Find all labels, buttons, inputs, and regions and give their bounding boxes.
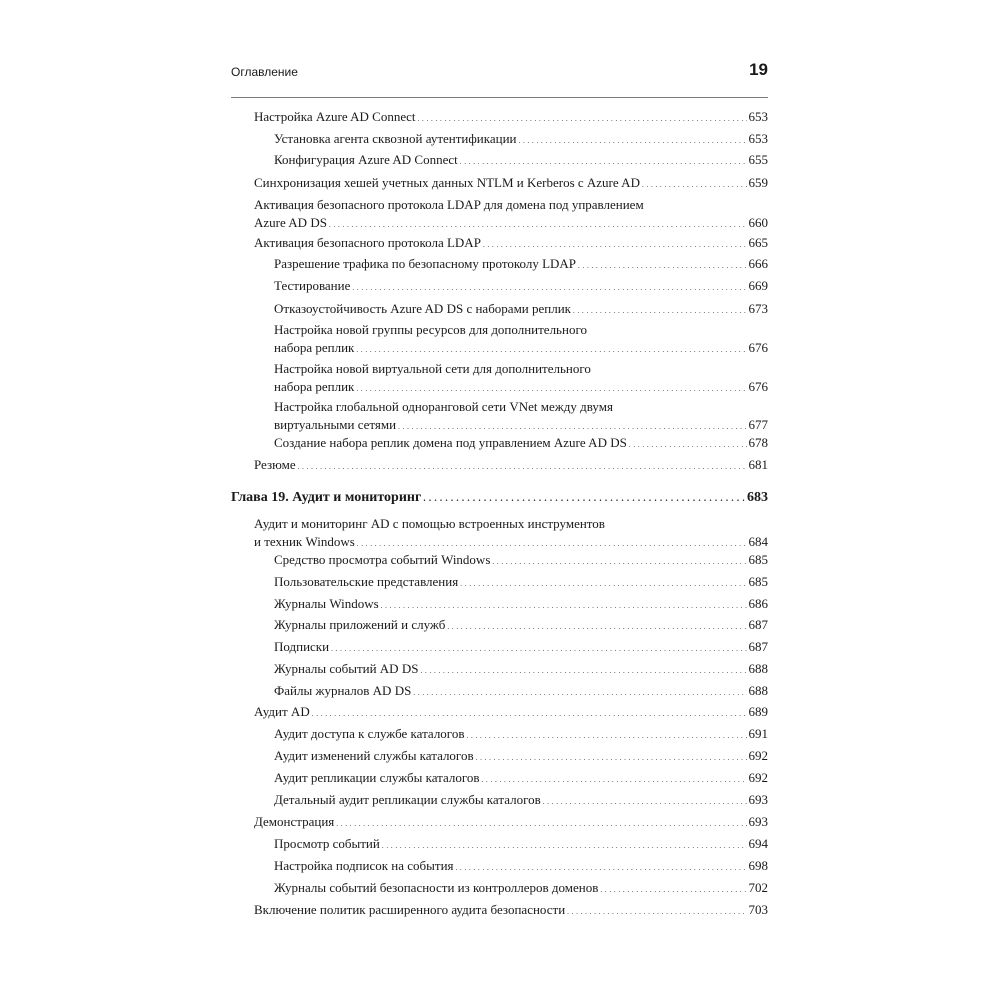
dot-leader: [460, 572, 746, 594]
entry-page-number: 685: [748, 574, 768, 589]
entry-title-first-line: Аудит и мониторинг AD с помощью встроенных инструментов: [254, 516, 605, 531]
entry-page-number: 653: [748, 131, 768, 146]
entry-title: Просмотр событий: [274, 836, 380, 851]
toc-entry: [254, 173, 768, 193]
entry-page-number: 683: [747, 490, 768, 505]
entry-title: набора реплик: [274, 379, 355, 394]
entry-page-number: 676: [748, 340, 768, 355]
toc-entry: [254, 233, 768, 253]
entry-title: Пользовательские представления: [274, 574, 459, 589]
dot-leader: [629, 433, 747, 455]
dot-leader: [418, 107, 747, 129]
entry-page-number: 677: [748, 417, 768, 432]
dot-leader: [456, 856, 747, 878]
dot-leader: [482, 768, 747, 790]
dot-leader: [331, 637, 746, 659]
entry-title: Создание набора реплик домена под управлением Azure AD DS: [274, 435, 627, 450]
toc-entry: [254, 455, 768, 475]
toc-entry: [274, 834, 768, 854]
entry-title: Журналы приложений и служб: [274, 617, 446, 632]
toc-entry: [254, 107, 768, 127]
dot-leader: [447, 615, 746, 637]
entry-title-first-line: Настройка новой группы ресурсов для дополнительного: [274, 322, 587, 337]
toc-entry: [274, 878, 768, 898]
toc-entry: [274, 550, 768, 570]
entry-title: виртуальными сетями: [274, 417, 397, 432]
dot-leader: [543, 790, 747, 812]
entry-title-first-line: Настройка глобальной одноранговой сети VNet между двумя: [274, 399, 613, 414]
entry-title: Активация безопасного протокола LDAP: [254, 235, 481, 250]
entry-page-number: 678: [748, 435, 768, 450]
toc-entry: [274, 254, 768, 274]
dot-leader: [600, 878, 746, 900]
entry-page-number: 698: [748, 858, 768, 873]
entry-title: Глава 19. Аудит и мониторинг: [231, 490, 422, 505]
entry-title-first-line: Настройка новой виртуальной сети для дополнительного: [274, 361, 591, 376]
dot-leader: [298, 455, 747, 477]
entry-title: Отказоустойчивость Azure AD DS с наборами реплик: [274, 301, 571, 316]
toc-entry: [274, 360, 768, 397]
toc-entry: [274, 856, 768, 876]
entry-title: Аудит доступа к службе каталогов: [274, 726, 465, 741]
header-rule: [231, 97, 768, 98]
toc-entry: [274, 572, 768, 592]
entry-page-number: 703: [748, 902, 768, 917]
entry-title: Детальный аудит репликации службы каталогов: [274, 792, 541, 807]
dot-leader: [460, 150, 747, 172]
entry-page-number: 687: [748, 639, 768, 654]
entry-page-number: 669: [748, 278, 768, 293]
toc-entry: [274, 637, 768, 657]
entry-title: Настройка Azure AD Connect: [254, 109, 416, 124]
entry-page-number: 666: [748, 256, 768, 271]
entry-page-number: 691: [748, 726, 768, 741]
dot-leader: [519, 129, 747, 151]
dot-leader: [573, 299, 747, 321]
entry-title: Синхронизация хешей учетных данных NTLM и Kerberos с Azure AD: [254, 175, 640, 190]
toc-entry: [274, 321, 768, 358]
dot-leader: [466, 724, 746, 746]
entry-title: Разрешение трафика по безопасному протоколу LDAP: [274, 256, 577, 271]
dot-leader: [336, 812, 746, 834]
entry-page-number: 686: [748, 596, 768, 611]
entry-page-number: 702: [748, 880, 768, 895]
dot-leader: [420, 659, 746, 681]
toc-entry: [274, 433, 768, 453]
entry-page-number: 692: [748, 770, 768, 785]
entry-title: Резюме: [254, 457, 296, 472]
entry-title: Конфигурация Azure AD Connect: [274, 152, 458, 167]
toc-entry: [274, 659, 768, 679]
entry-page-number: 653: [748, 109, 768, 124]
toc-entry: [254, 812, 768, 832]
toc-entry: [254, 900, 768, 920]
entry-page-number: 655: [748, 152, 768, 167]
toc-entry: [274, 594, 768, 614]
dot-leader: [312, 702, 747, 724]
entry-page-number: 665: [748, 235, 768, 250]
toc-entry: [274, 299, 768, 319]
dot-leader: [642, 173, 747, 195]
entry-title: набора реплик: [274, 340, 355, 355]
entry-title: Настройка подписок на события: [274, 858, 454, 873]
entry-page-number: 659: [748, 175, 768, 190]
toc-entry: [274, 790, 768, 810]
entry-title: Журналы событий AD DS: [274, 661, 419, 676]
toc-entry: [254, 702, 768, 722]
page-number: 19: [749, 60, 768, 79]
dot-leader: [356, 338, 746, 360]
entry-page-number: 660: [748, 215, 768, 230]
toc-entry: [254, 196, 768, 233]
dot-leader: [423, 488, 745, 508]
dot-leader: [413, 681, 746, 703]
toc-entry: [274, 276, 768, 296]
entry-page-number: 676: [748, 379, 768, 394]
entry-title: Средство просмотра событий Windows: [274, 552, 491, 567]
dot-leader: [352, 276, 746, 298]
entry-title: Аудит AD: [254, 704, 310, 719]
entry-title: Журналы Windows: [274, 596, 379, 611]
entry-page-number: 694: [748, 836, 768, 851]
entry-page-number: 685: [748, 552, 768, 567]
dot-leader: [492, 550, 746, 572]
entry-page-number: 681: [748, 457, 768, 472]
entry-title: Файлы журналов AD DS: [274, 683, 412, 698]
entry-title: Аудит изменений службы каталогов: [274, 748, 474, 763]
toc-entry: [274, 398, 768, 435]
running-header-title: Оглавление: [231, 65, 298, 79]
entry-title: Аудит репликации службы каталогов: [274, 770, 480, 785]
entry-page-number: 684: [748, 534, 768, 549]
toc-entry: [274, 768, 768, 788]
toc-entry: [274, 150, 768, 170]
entry-title: Включение политик расширенного аудита безопасности: [254, 902, 566, 917]
entry-page-number: 687: [748, 617, 768, 632]
entry-title-first-line: Активация безопасного протокола LDAP для домена под управлением: [254, 197, 644, 212]
entry-page-number: 688: [748, 683, 768, 698]
toc-entry: [254, 515, 768, 552]
entry-title: Подписки: [274, 639, 330, 654]
chapter-heading: [231, 488, 768, 508]
toc-entry: [274, 681, 768, 701]
entry-title: Установка агента сквозной аутентификации: [274, 131, 517, 146]
dot-leader: [483, 233, 747, 255]
dot-leader: [356, 377, 746, 399]
entry-page-number: 688: [748, 661, 768, 676]
toc-entry: [274, 724, 768, 744]
toc-entry: [274, 615, 768, 635]
entry-page-number: 689: [748, 704, 768, 719]
entry-title: Журналы событий безопасности из контроллеров доменов: [274, 880, 599, 895]
dot-leader: [329, 213, 747, 235]
entry-page-number: 693: [748, 814, 768, 829]
toc-entry: [274, 129, 768, 149]
entry-page-number: 693: [748, 792, 768, 807]
dot-leader: [382, 834, 747, 856]
toc-entry: [274, 746, 768, 766]
dot-leader: [578, 254, 746, 276]
dot-leader: [476, 746, 747, 768]
entry-page-number: 673: [748, 301, 768, 316]
entry-title: Тестирование: [274, 278, 351, 293]
dot-leader: [381, 594, 747, 616]
entry-page-number: 692: [748, 748, 768, 763]
entry-title: Демонстрация: [254, 814, 335, 829]
entry-title: Azure AD DS: [254, 215, 327, 230]
dot-leader: [567, 900, 746, 922]
entry-title: и техник Windows: [254, 534, 355, 549]
